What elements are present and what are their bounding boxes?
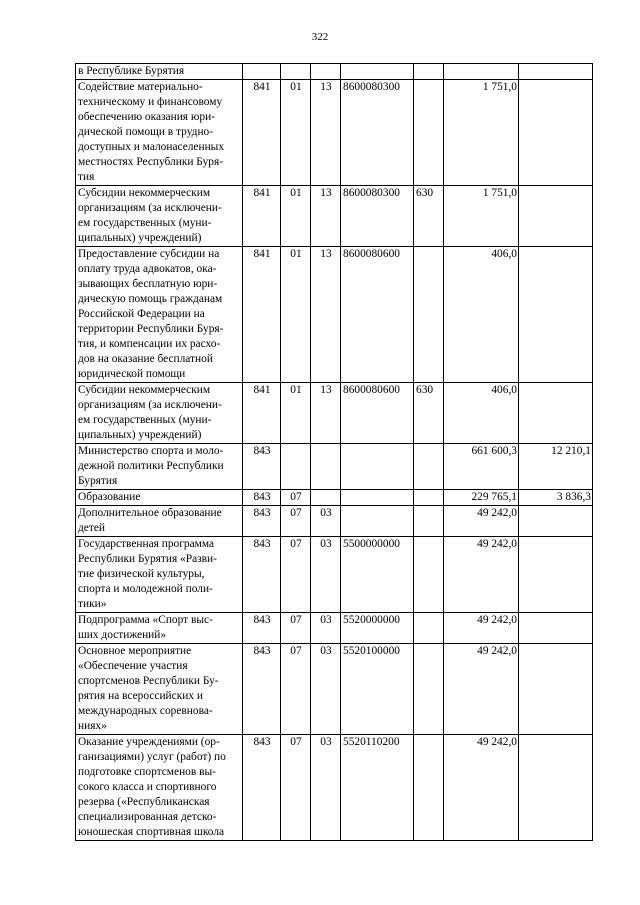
row-name: Основное мероприятие «Обеспечение участия спортсменов Республики Бу- рятия на всероссийских и международных соревнова- ниях» (78, 645, 219, 732)
target-item-code: 8600080300 (343, 187, 400, 199)
amount-total: 49 242,0 (477, 645, 517, 657)
ministry-code: 843 (253, 507, 271, 519)
row-name: Содействие материально- техническому и финансовому обеспечению оказания юри- дической помощи в трудно- доступных и малонаселенных местностях Республики Буря- тия (78, 81, 225, 183)
table-row (76, 537, 593, 613)
amount-total-cell (444, 186, 519, 247)
amount-total: 49 242,0 (477, 538, 517, 550)
expense-type-code-cell (414, 80, 444, 186)
target-item-code: 5520110200 (343, 736, 400, 748)
amount-total-cell (444, 444, 519, 490)
amount-total-cell (444, 64, 519, 80)
subsection-code-cell (311, 735, 341, 841)
amount-subvention-cell (519, 644, 593, 735)
amount-subvention-cell (519, 64, 593, 80)
subsection-code: 03 (320, 736, 332, 748)
section-code: 07 (290, 736, 302, 748)
target-item-code-cell (341, 383, 414, 444)
expense-type-code-cell (414, 383, 444, 444)
amount-subvention-cell (519, 247, 593, 383)
expense-type-code-cell (414, 444, 444, 490)
expense-type-code-cell (414, 490, 444, 506)
ministry-code: 841 (253, 248, 271, 260)
section-code-cell (281, 64, 311, 80)
row-name-cell (76, 444, 243, 490)
ministry-code-cell (243, 613, 281, 644)
subsection-code-cell (311, 506, 341, 537)
amount-total-cell (444, 80, 519, 186)
target-item-code: 8600080600 (343, 248, 400, 260)
subsection-code-cell (311, 444, 341, 490)
row-name: Оказание учреждениями (ор- ганизациями) услуг (работ) по подготовке спортсменов вы- сокого класса и спортивного резерва («Республиканская специализированная детско- юношеская спортивная школа (78, 736, 226, 838)
ministry-code: 843 (253, 491, 271, 503)
ministry-code: 841 (253, 187, 271, 199)
amount-total: 229 765,1 (471, 491, 517, 503)
target-item-code-cell (341, 186, 414, 247)
amount-total: 1 751,0 (482, 81, 517, 93)
table-row (76, 64, 593, 80)
amount-subvention-cell (519, 186, 593, 247)
row-name-cell (76, 383, 243, 444)
section-code: 01 (290, 81, 302, 93)
amount-subvention-cell (519, 444, 593, 490)
ministry-code-cell (243, 537, 281, 613)
subsection-code: 13 (320, 248, 332, 260)
subsection-code: 03 (320, 645, 332, 657)
ministry-code: 843 (253, 538, 271, 550)
section-code: 01 (290, 187, 302, 199)
target-item-code-cell (341, 490, 414, 506)
subsection-code: 13 (320, 187, 332, 199)
section-code: 07 (290, 507, 302, 519)
ministry-code-cell (243, 247, 281, 383)
amount-subvention: 3 836,3 (556, 491, 591, 503)
target-item-code: 5520100000 (343, 645, 400, 657)
amount-subvention-cell (519, 537, 593, 613)
row-name-cell (76, 186, 243, 247)
row-name: Дополнительное образование детей (78, 507, 222, 534)
row-name-cell (76, 735, 243, 841)
amount-total-cell (444, 537, 519, 613)
section-code-cell (281, 247, 311, 383)
target-item-code: 8600080300 (343, 81, 400, 93)
subsection-code-cell (311, 537, 341, 613)
section-code-cell (281, 186, 311, 247)
target-item-code-cell (341, 64, 414, 80)
row-name: Субсидии некоммерческим организациям (за исключени- ем государственных (муни- ципальных) учреждений) (78, 187, 222, 244)
target-item-code: 8600080600 (343, 384, 400, 396)
row-name-cell (76, 506, 243, 537)
amount-subvention-cell (519, 80, 593, 186)
ministry-code: 843 (253, 645, 271, 657)
ministry-code-cell (243, 186, 281, 247)
section-code: 01 (290, 384, 302, 396)
section-code: 07 (290, 614, 302, 626)
amount-total: 49 242,0 (477, 507, 517, 519)
ministry-code: 843 (253, 614, 271, 626)
ministry-code-cell (243, 64, 281, 80)
section-code-cell (281, 537, 311, 613)
subsection-code-cell (311, 247, 341, 383)
section-code: 01 (290, 248, 302, 260)
target-item-code: 5520000000 (343, 614, 400, 626)
ministry-code-cell (243, 80, 281, 186)
subsection-code-cell (311, 490, 341, 506)
amount-total: 1 751,0 (482, 187, 517, 199)
expense-type-code-cell (414, 506, 444, 537)
target-item-code: 5500000000 (343, 538, 400, 550)
amount-total: 406,0 (491, 248, 517, 260)
target-item-code-cell (341, 644, 414, 735)
expense-type-code-cell (414, 186, 444, 247)
expense-type-code-cell (414, 735, 444, 841)
section-code-cell (281, 490, 311, 506)
section-code-cell (281, 444, 311, 490)
table-row (76, 490, 593, 506)
subsection-code-cell (311, 186, 341, 247)
subsection-code: 03 (320, 538, 332, 550)
ministry-code-cell (243, 490, 281, 506)
amount-subvention-cell (519, 506, 593, 537)
table-row (76, 383, 593, 444)
amount-total-cell (444, 613, 519, 644)
row-name: Государственная программа Республики Бурятия «Разви- тие физической культуры, спорта и молодежной поли- тики» (78, 538, 217, 610)
target-item-code-cell (341, 537, 414, 613)
row-name-cell (76, 537, 243, 613)
section-code-cell (281, 644, 311, 735)
ministry-code-cell (243, 735, 281, 841)
expense-type-code-cell (414, 64, 444, 80)
table-row (76, 444, 593, 490)
table-row (76, 506, 593, 537)
budget-table-body (76, 64, 593, 841)
budget-table (75, 63, 593, 841)
ministry-code: 843 (253, 445, 271, 457)
row-name-cell (76, 490, 243, 506)
section-code-cell (281, 383, 311, 444)
subsection-code: 03 (320, 507, 332, 519)
amount-subvention-cell (519, 383, 593, 444)
target-item-code-cell (341, 735, 414, 841)
row-name: Министерство спорта и моло- дежной политики Республики Бурятия (78, 445, 224, 487)
amount-total: 661 600,3 (471, 445, 517, 457)
subsection-code: 13 (320, 81, 332, 93)
expense-type-code-cell (414, 537, 444, 613)
expense-type-code: 630 (416, 384, 434, 396)
table-row (76, 247, 593, 383)
amount-total: 49 242,0 (477, 736, 517, 748)
subsection-code: 03 (320, 614, 332, 626)
amount-total: 49 242,0 (477, 614, 517, 626)
section-code: 07 (290, 645, 302, 657)
amount-total-cell (444, 735, 519, 841)
row-name: в Республике Бурятия (78, 65, 185, 77)
expense-type-code-cell (414, 247, 444, 383)
target-item-code-cell (341, 444, 414, 490)
amount-subvention-cell (519, 490, 593, 506)
subsection-code-cell (311, 64, 341, 80)
table-row (76, 735, 593, 841)
subsection-code-cell (311, 644, 341, 735)
row-name-cell (76, 644, 243, 735)
ministry-code-cell (243, 383, 281, 444)
target-item-code-cell (341, 80, 414, 186)
target-item-code-cell (341, 506, 414, 537)
ministry-code-cell (243, 506, 281, 537)
section-code: 07 (290, 538, 302, 550)
amount-total-cell (444, 247, 519, 383)
row-name-cell (76, 247, 243, 383)
expense-type-code-cell (414, 613, 444, 644)
table-row (76, 644, 593, 735)
amount-total: 406,0 (491, 384, 517, 396)
expense-type-code: 630 (416, 187, 434, 199)
section-code-cell (281, 613, 311, 644)
ministry-code: 841 (253, 384, 271, 396)
section-code-cell (281, 735, 311, 841)
row-name: Образование (78, 491, 141, 503)
amount-subvention: 12 210,1 (551, 445, 591, 457)
ministry-code: 843 (253, 736, 271, 748)
subsection-code-cell (311, 613, 341, 644)
row-name: Предоставление субсидии на оплату труда адвокатов, ока- зывающих бесплатную юри- дическую помощь гражданам Российской Федерации на территории Республики Буря- тия, и компенсации их расхо- дов на оказание бесплатной юридической помощи (78, 248, 224, 380)
subsection-code-cell (311, 383, 341, 444)
subsection-code-cell (311, 80, 341, 186)
table-row (76, 186, 593, 247)
row-name: Подпрограмма «Спорт выс- ших достижений» (78, 614, 213, 641)
ministry-code-cell (243, 444, 281, 490)
section-code-cell (281, 80, 311, 186)
section-code: 07 (290, 491, 302, 503)
amount-subvention-cell (519, 613, 593, 644)
target-item-code-cell (341, 247, 414, 383)
amount-total-cell (444, 490, 519, 506)
ministry-code-cell (243, 644, 281, 735)
subsection-code: 13 (320, 384, 332, 396)
amount-subvention-cell (519, 735, 593, 841)
section-code-cell (281, 506, 311, 537)
row-name-cell (76, 80, 243, 186)
row-name-cell (76, 613, 243, 644)
table-row (76, 80, 593, 186)
target-item-code-cell (341, 613, 414, 644)
table-row (76, 613, 593, 644)
amount-total-cell (444, 506, 519, 537)
expense-type-code-cell (414, 644, 444, 735)
page-number: 322 (311, 31, 329, 43)
amount-total-cell (444, 383, 519, 444)
amount-total-cell (444, 644, 519, 735)
ministry-code: 841 (253, 81, 271, 93)
row-name-cell (76, 64, 243, 80)
row-name: Субсидии некоммерческим организациям (за исключени- ем государственных (муни- ципальных) учреждений) (78, 384, 222, 441)
